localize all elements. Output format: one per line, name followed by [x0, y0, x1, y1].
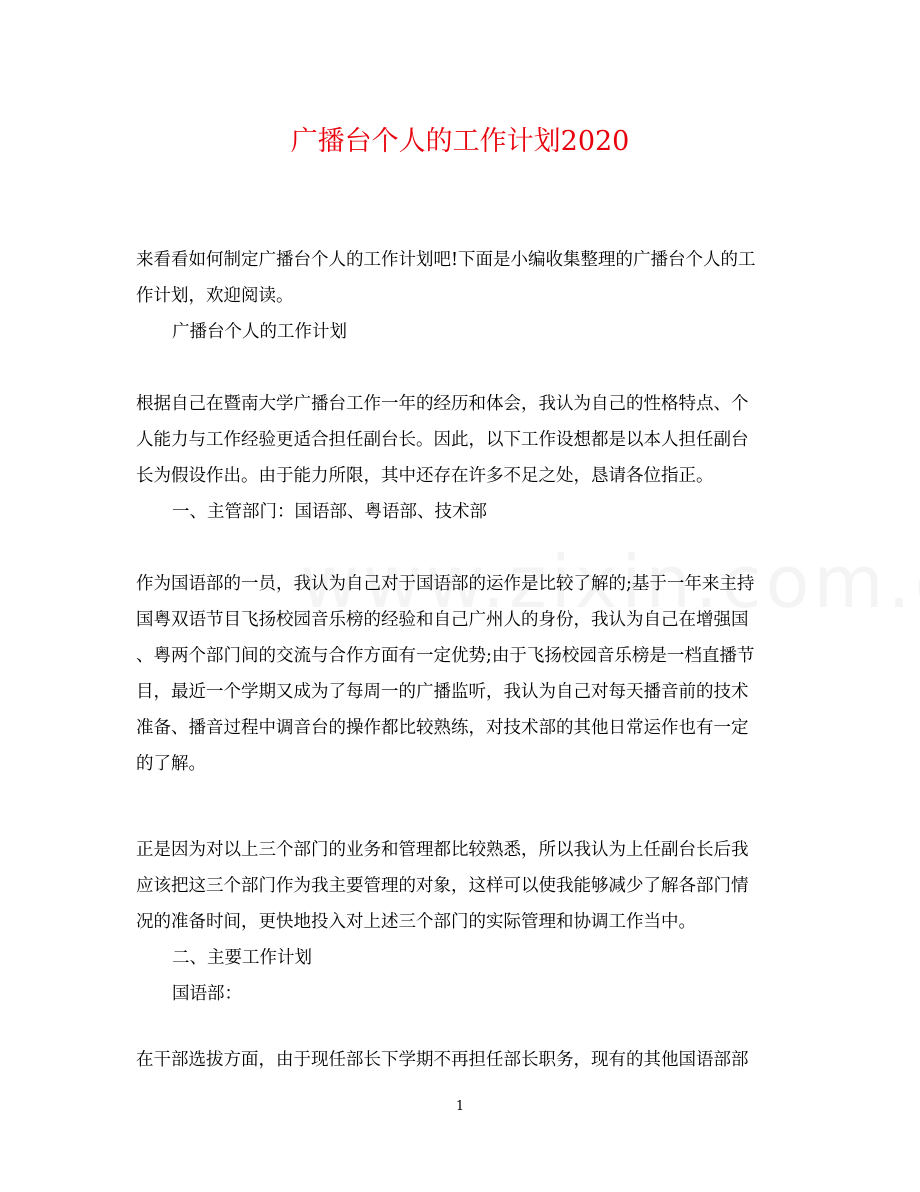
intro-paragraph: [136, 242, 786, 350]
document-title: 广播台个人的工作计划2020: [290, 126, 630, 157]
text-line: 来看看如何制定广播台个人的工作计划吧!下面是小编收集整理的广播台个人的工: [136, 250, 756, 270]
text-line: 国粤双语节目飞扬校园音乐榜的经验和自己广州人的身份，我认为自己在增强国: [136, 610, 749, 630]
text-line: 作计划，欢迎阅读。: [136, 286, 294, 306]
text-line: 应该把这三个部门作为我主要管理的对象，这样可以使我能够减少了解各部门情: [136, 876, 749, 896]
subtitle: 广播台个人的工作计划: [172, 322, 347, 342]
paragraph-cadre-selection: [136, 1042, 786, 1078]
paragraph-experience: [136, 566, 786, 782]
text-line: 准备、播音过程中调音台的操作都比较熟练，对技术部的其他日常运作也有一定: [136, 718, 749, 738]
text-line: 、粤两个部门间的交流与合作方面有一定优势;由于飞扬校园音乐榜是一档直播节: [136, 646, 755, 666]
section-heading-2: 二、主要工作计划: [172, 948, 312, 968]
text-line: 的了解。: [136, 754, 206, 774]
text-line: 人能力与工作经验更适合担任副台长。因此，以下工作设想都是以本人担任副台: [136, 430, 749, 450]
section-heading-1: 一、主管部门：国语部、粤语部、技术部: [172, 502, 487, 522]
paragraph-management: [136, 832, 786, 1012]
text-line: 在干部选拔方面，由于现任部长下学期不再担任部长职务，现有的其他国语部部: [136, 1050, 749, 1070]
text-line: 况的准备时间，更快地投入对上述三个部门的实际管理和协调工作当中。: [136, 912, 696, 932]
text-line: 长为假设作出。由于能力所限，其中还存在许多不足之处，恳请各位指正。: [136, 466, 714, 486]
page-number: 1: [455, 1099, 465, 1114]
text-line: 作为国语部的一员，我认为自己对于国语部的运作是比较了解的;基于一年来主持: [136, 574, 755, 594]
paragraph-background: [136, 386, 786, 530]
text-line: 正是因为对以上三个部门的业务和管理都比较熟悉，所以我认为上任副台长后我: [136, 840, 749, 860]
text-line: 目，最近一个学期又成为了每周一的广播监听，我认为自己对每天播音前的技术: [136, 682, 749, 702]
section-heading-3: 国语部：: [172, 984, 242, 1004]
text-line: 根据自己在暨南大学广播台工作一年的经历和体会，我认为自己的性格特点、个: [136, 394, 749, 414]
